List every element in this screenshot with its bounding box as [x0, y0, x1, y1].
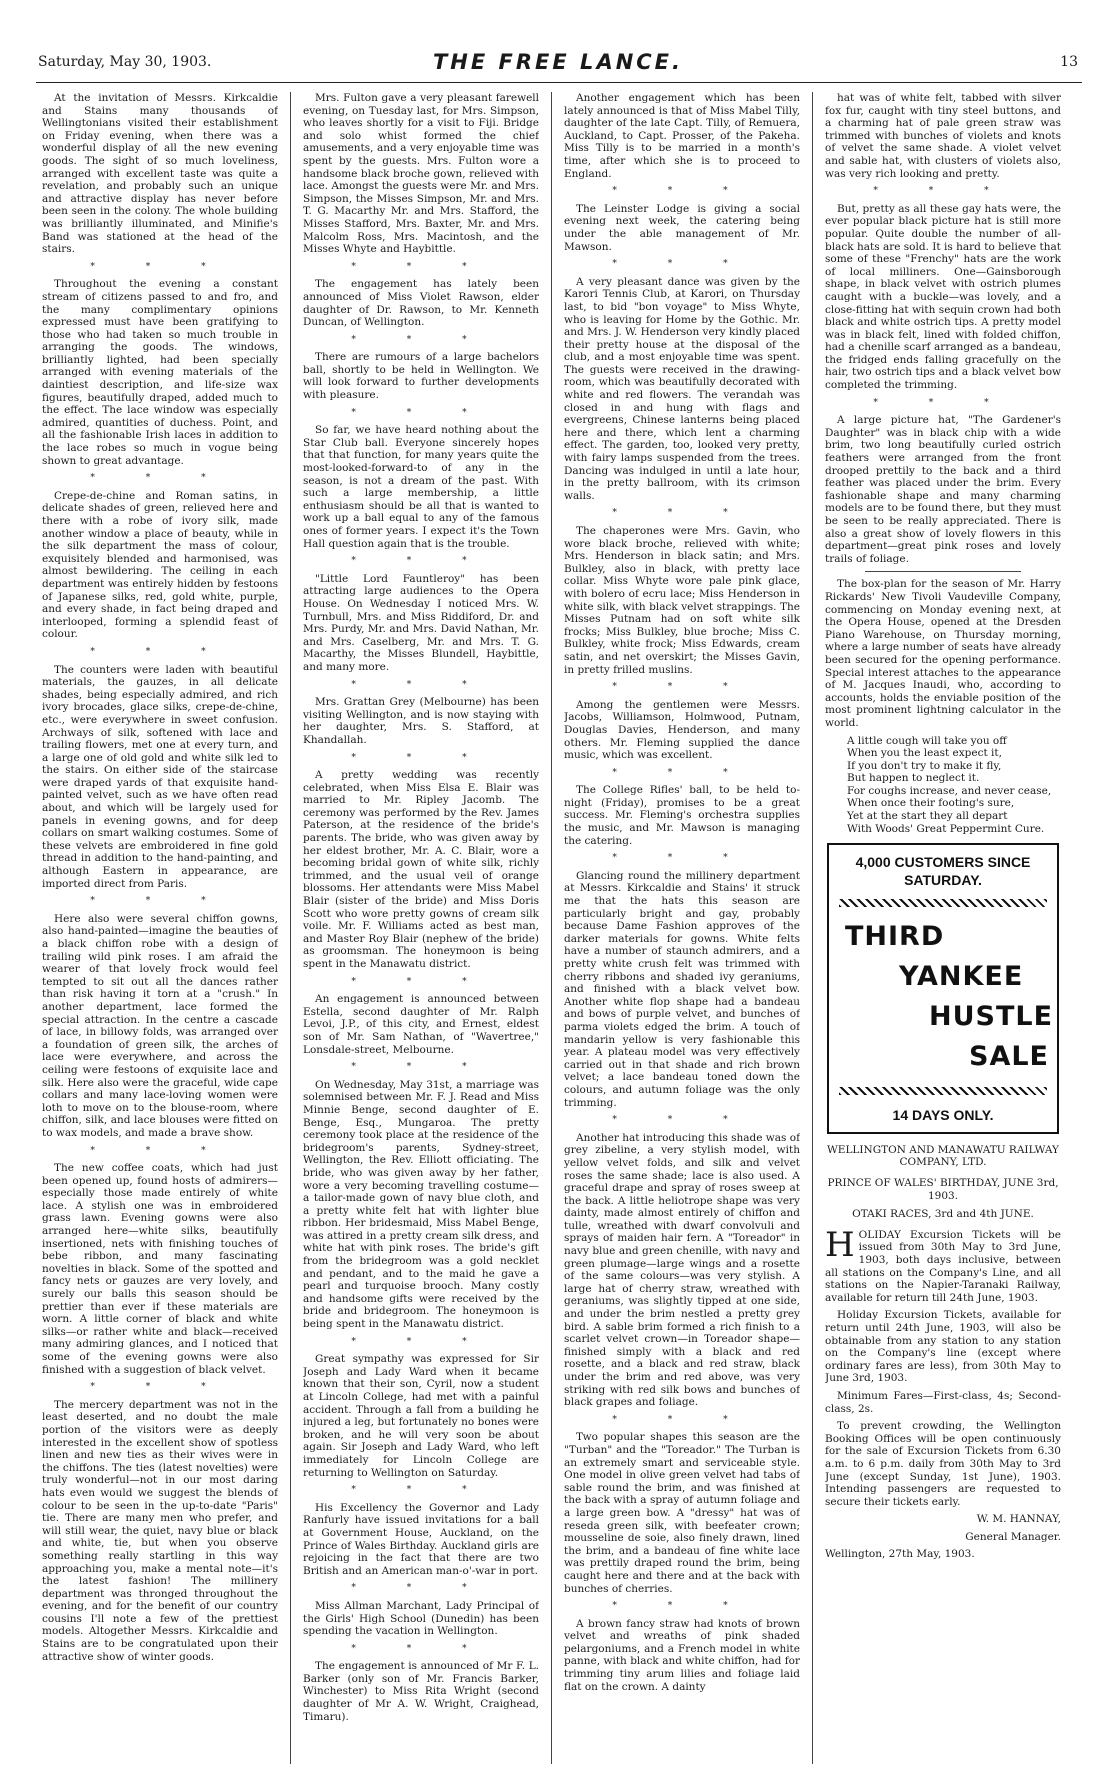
article-paragraph: Miss Allman Marchant, Lady Principal of the Girls' High School (Dunedin) has been spending the vacation in Wellington. — [303, 1599, 539, 1638]
poem-line: When once their footing's sure, — [847, 797, 1015, 810]
ad-word: YANKEE — [899, 961, 1024, 993]
notice-dateline: Wellington, 27th May, 1903. — [825, 1548, 975, 1561]
header-rule — [36, 82, 1082, 83]
notice-body: Minimum Fares—First-class, 4s; Second-class, 2s. — [825, 1389, 1061, 1415]
article-paragraph: An engagement is announced between Estella, second daughter of Mr. Ralph Levoi, J.P., of this city, and Ernest, eldest son of Mr. Sam Nathan, of "Wavertree," Lonsdale-street, Melbourne. — [303, 993, 539, 1056]
sale-advertisement — [827, 843, 1059, 1134]
poem-line: When you the least expect it, — [847, 747, 1002, 760]
article-paragraph: Great sympathy was expressed for Sir Joseph and Lady Ward when it became known that their son, Cyril, now a student at Lincoln College, had met with a painful accident. Through a fall from a building he injured a leg, but fortunately no bones were broken, and he will very soon be about again. Sir Joseph and Lady Ward, who left immediately for Lincoln College are returning to Wellington on Saturday. — [303, 1353, 539, 1479]
article-paragraph: Among the gentlemen were Messrs. Jacobs, Williamson, Holmwood, Putnam, Douglas Davies, Henderson, and many others. Mr. Fleming supplied the dance music, which was excellent. — [564, 698, 800, 762]
article-paragraph: hat was of white felt, tabbed with silver fox fur, caught with tiny steel buttons, and a charming hat of pale green straw was trimmed with bunches of violets and knots of velvet the same shade. A violet velvet and sable hat, with clusters of violets also, was very rich looking and pretty. — [825, 92, 1061, 180]
article-paragraph: His Excellency the Governor and Lady Ranfurly have issued invitations for a ball at Government House, Auckland, on the Prince of Wales Birthday. Auckland girls are rejoicing in the fact that there are two British and an American man-o'-war in port. — [303, 1501, 539, 1577]
section-rule — [865, 571, 1021, 572]
ad-border-ornament — [839, 1087, 1047, 1095]
section-separator: * * * — [612, 1601, 752, 1612]
notice-body: OLIDAY Excursion Tickets will be issued from 30th May to 3rd June, 1903, both days inclusive, between all stations on the Company's Line, and all stations on the Napier-Taranaki Railway, available for return till 24th June, 1903. — [825, 1228, 1061, 1304]
poem-line: Yet at the start they all depart — [847, 810, 1008, 823]
column-1 — [42, 92, 278, 1764]
section-separator: * * * — [612, 1414, 752, 1425]
article-paragraph: The mercery department was not in the least deserted, and no doubt the male portion of the visitors were as deeply interested in the excellent show of spotless linen and new ties as their wives were in the chiffons. The ties (latest novelties) were truly wonderful—not in our most daring hats even would we suggest the blends of colour to be seen in the up-to-date "Paris" tie. There are many men who prefer, and will still wear, the quiet, navy blue or black and white, tie, but when you observe something really startling in this way approaching you, make a mental note—it's the latest fashion! The millinery department was thronged throughout the evening, and for the benefit of our country cousins I'll note a few of the prettiest models. Altogether Messrs. Kirkcaldie and Stains are to be congratulated upon their attractive show of winter goods. — [42, 1398, 278, 1663]
section-separator: * * * — [351, 679, 491, 690]
section-separator: * * * — [612, 186, 752, 197]
column-4 — [825, 92, 1061, 1764]
section-separator: * * * — [90, 646, 230, 657]
article-paragraph: Here also were several chiffon gowns, also hand-painted—imagine the beauties of a black chiffon robe with a design of trailing wild pink roses. I am afraid the wearer of that lovely frock would feel tempted to sit out all the dances rather than risk having it torn at a "crush." In another department, lace formed the special attraction. In the centre a cascade of lace, in billowy folds, was arranged over a foundation of green silk, the arches of lace were everywhere, and across the ceiling were festoons of exquisite lace and silk. Here also were the graceful, wide cape collars and many lace-loving women were loth to move on to the blouse-room, where chiffon, silk, and lace blouses were fitted on to wax models, and made a brave show. — [42, 912, 278, 1139]
section-separator: * * * — [351, 1062, 491, 1073]
article-paragraph: The engagement is announced of Mr F. L. Barker (only son of Mr. Francis Barker, Winchester) to Miss Rita Wright (second daughter of Mr A. W. Wright, Craighead, Timaru). — [303, 1660, 539, 1723]
article-paragraph: The College Rifles' ball, to be held to-night (Friday), promises to be a great success. Mr. Fleming's orchestra supplies the music, and Mr. Mawson is managing the catering. — [564, 784, 800, 847]
column-divider — [812, 92, 813, 1764]
section-separator: * * * — [90, 473, 230, 484]
article-paragraph: A large picture hat, "The Gardener's Daughter" was in black chip with a wide brim, two long beautifully curled ostrich feathers were arranged from the front drooped prettily to the back and a third feather was placed under the brim. Every fashionable shape and many charming models are to be found there, but they must be seen to be really appreciated. There is also a great show of lovely flowers in this department—great pink roses and lovely trails of foliage. — [825, 414, 1061, 565]
article-paragraph: Glancing round the millinery department at Messrs. Kirkcaldie and Stains' it struck me that the hats this season are particularly bright and gay, probably because Dame Fashion approves of the darker materials for gowns. White felts have a number of staunch admirers, and a pretty white crush felt was trimmed with cherry ribbons and shaded ivy geraniums, and finished with a black velvet bow. Another white flop shape had a bandeau and bows of purple velvet, and bunches of parma violets edged the brim. A touch of mandarin yellow is very fashionable this year. A plateau model was very effectively carried out in that shade and rich brown velvet; a lace bandeau toned down the colours, and autumn foliage was the only trimming. — [564, 869, 800, 1109]
section-separator: * * * — [612, 767, 752, 778]
article-paragraph: A pretty wedding was recently celebrated, when Miss Elsa E. Blair was married to Mr. Ripley Jacomb. The ceremony was performed by the Rev. James Paterson, at the residence of the bride's parents. The bride, who was given away by her eldest brother, Mr. A. C. Blair, wore a becoming bridal gown of white silk, richly trimmed, and the usual veil of orange blossoms. Her attendants were Miss Mabel Blair (sister of the bride) and Miss Doris Scott who wore pretty gowns of cream silk voile. Mr. F. Williams acted as best man, and Master Roy Blair (nephew of the bride) as groomsman. The honeymoon is being spent in the Manawatu district. — [303, 769, 539, 970]
poem-line: For coughs increase, and never cease, — [847, 784, 1052, 797]
article-paragraph: Mrs. Grattan Grey (Melbourne) has been visiting Wellington, and is now staying with her daughter, Mrs. S. Stafford, at Khandallah. — [303, 696, 539, 746]
article-paragraph: The engagement has lately been announced of Miss Violet Rawson, elder daughter of Dr. Rawson, to Mr. Kenneth Duncan, of Wellington. — [303, 278, 539, 329]
article-paragraph: Mrs. Fulton gave a very pleasant farewell evening, on Tuesday last, for Mrs. Simpson, who leaves shortly for a visit to Fiji. Bridge and solo whist formed the chief amusements, and a very enjoyable time was spent by the guests. Mrs. Fulton wore a handsome black broche gown, relieved with lace. Amongst the guests were Mr. and Mrs. Simpson, the Misses Simpson, Mr. and Mrs. T. G. Macarthy Mr. and Mrs. Stafford, the Misses Stafford, Mrs. Baxter, Mr. and Mrs. Malcolm Ross, Mrs. Macintosh, and the Misses Whyte and Haybittle. — [303, 92, 539, 256]
ad-headline: 4,000 CUSTOMERS SINCE SATURDAY. — [855, 854, 1031, 889]
ad-word: HUSTLE — [929, 1001, 1054, 1033]
section-separator: * * * — [90, 261, 230, 272]
page-number: 13 — [1060, 54, 1078, 70]
notice-signature: W. M. HANNAY, — [976, 1513, 1061, 1526]
section-separator: * * * — [351, 407, 491, 418]
article-paragraph: Another engagement which has been lately announced is that of Miss Mabel Tilly, daughter of the late Capt. Tilly, of Remuera, Auckland, to Capt. Prosser, of the Pakeha. Miss Tilly is to be married in a month's time, after which she is to proceed to England. — [564, 92, 800, 180]
notice-event: PRINCE OF WALES' BIRTHDAY, JUNE 3rd, 1903. — [827, 1177, 1059, 1202]
section-separator: * * * — [612, 1115, 752, 1126]
poem-line: A little cough will take you off — [847, 734, 1007, 747]
poem-line: If you don't try to make it fly, — [847, 759, 1002, 772]
section-separator: * * * — [90, 896, 230, 907]
article-paragraph: So far, we have heard nothing about the Star Club ball. Everyone sincerely hopes that that function, for many years quite the most-looked-forward-to of any in the season, is not a dream of the past. With such a large membership, a little enthusiasm should be all that is wanted to work up a ball equal to any of the famous ones of former years. I expect it's the Town Hall question again that is the trouble. — [303, 424, 539, 550]
section-separator: * * * — [612, 682, 752, 693]
article-paragraph: "Little Lord Fauntleroy" has been attracting large audiences to the Opera House. On Wednesday I noticed Mrs. W. Turnbull, Mrs. and Miss Riddiford, Dr. and Mrs. Purdy, Mr. and Mrs. David Nathan, Mr. and Mrs. Caselberg, Mr. and Mrs. T. G. Macarthy, the Misses Blundell, Haybittle, and many more. — [303, 572, 539, 673]
notice-body: To prevent crowding, the Wellington Booking Offices will be open continuously for the sale of Excursion Tickets from 6.30 a.m. to 6 p.m. daily from 30th May to 3rd June (except Sunday, 1st June), 1903. Intending passengers are requested to secure their tickets early. — [825, 1420, 1061, 1508]
section-separator: * * * — [90, 1382, 230, 1393]
ad-word: SALE — [969, 1041, 1049, 1073]
notice-company: WELLINGTON AND MANAWATU RAILWAY COMPANY, LTD. — [827, 1143, 1059, 1169]
masthead — [38, 50, 1078, 76]
section-separator: * * * — [873, 186, 1013, 197]
article-paragraph: A brown fancy straw had knots of brown velvet and wreaths of pink shaded pelargoniums, and a French model in white panne, with black and white chiffon, had for trimming tiny arum lilies and foliage laid flat on the crown. A dainty — [564, 1617, 800, 1693]
article-paragraph: Two popular shapes this season are the "Turban" and the "Toreador." The Turban is an extremely smart and serviceable style. One model in olive green velvet had tabs of sable round the brim, and was finished at the back with a spray of autumn foliage and a large green bow. A "dressy" hat was of reseda green silk, with beefeater crown; mousseline de soie, also finely drawn, lined the brim, and a bandeau of fine white lace was prettily draped round the brim, being caught here and there and at the back with bunches of cherries. — [564, 1431, 800, 1595]
column-divider — [551, 92, 552, 1764]
ad-footer: 14 DAYS ONLY. — [892, 1107, 994, 1124]
section-separator: * * * — [351, 334, 491, 345]
section-separator: * * * — [612, 259, 752, 270]
article-paragraph: Throughout the evening a constant stream of citizens passed to and fro, and the many complimentary opinions expressed must have been gratifying to those who had taken so much trouble in arranging the goods. The windows, brilliantly lighted, had been specially arranged with evening materials of the daintiest description, and life-size wax figures, beautifully draped, added much to the effect. The lace window was especially admired, quantities of duchess. Point, and all the fashionable Irish laces in addition to the lace robes so much in vogue being shown to great advantage. — [42, 278, 278, 467]
column-3 — [564, 92, 800, 1764]
advert-poem — [847, 735, 1061, 836]
poem-line: With Woods' Great Peppermint Cure. — [847, 822, 1045, 835]
article-paragraph: Crepe-de-chine and Roman satins, in delicate shades of green, relieved here and there with a robe of ivory silk, made another window a place of beauty, while in the silk department the mass of colour, exquisitely blended and harmonised, was almost bewildering. The ceiling in each department was entirely hidden by festoons of Japanese silks, red, gold white, purple, and every shade, in fact being draped and interlooped, forming a splendid feast of colour. — [42, 489, 278, 641]
drop-cap: H — [825, 1224, 855, 1265]
column-2 — [303, 92, 539, 1764]
article-paragraph: But, pretty as all these gay hats were, the ever popular black picture hat is still more popular. Quite double the number of all-black hats are sold. It is hard to believe that some of these "Frenchy" hats are the work of local milliners. One—Gainsborough shape, in black velvet with ostrich plumes caught with a buckle—was lovely, and a close-fitting hat with sequin crown had both black and white ostrich tips. A pretty model was in black felt, lined with folded chiffon, had a chenille scarf arranged as a bandeau, the fridged ends falling gracefully on the hair, two ostrich tips and a black velvet bow completed the trimming. — [825, 202, 1061, 392]
section-separator: * * * — [351, 1485, 491, 1496]
article-paragraph: A very pleasant dance was given by the Karori Tennis Club, at Karori, on Thursday last, to bid "bon voyage" to Miss Whyte, who is leaving for Home by the Gothic. Mr. and Mrs. J. W. Henderson very kindly placed their pretty house at the disposal of the club, and a most enjoyable time was spent. The guests were received in the drawing-room, which was beautifully decorated with white and red flowers. The verandah was closed in and hung with flags and evergreens, Chinese lanterns being placed here and there, which lent a charming effect. The garden, too, looked very pretty, with fairy lamps suspended from the trees. Dancing was indulged in until a late hour, in the pretty ballroom, with its crimson walls. — [564, 275, 800, 502]
section-separator: * * * — [612, 853, 752, 864]
railway-notice — [825, 1144, 1061, 1561]
section-separator: * * * — [351, 1336, 491, 1347]
article-paragraph: The chaperones were Mrs. Gavin, who wore black broche, relieved with white; Mrs. Henderson in black satin; and Mrs. Bulkley, also in black, with pretty lace collar. Miss Whyte wore pale pink glace, with bolero of ecru lace; Miss Henderson in white silk, with black velvet strappings. The Misses Putnam had on soft white silk frocks; Miss Bulkley, blue broche; Miss C. Bulkley, white frock; Miss Edwards, cream satin, and net overskirt; the Misses Gavin, in pretty frilled muslins. — [564, 525, 800, 676]
section-separator: * * * — [90, 1145, 230, 1156]
issue-date: Saturday, May 30, 1903. — [38, 54, 212, 70]
section-separator: * * * — [351, 556, 491, 567]
article-paragraph: There are rumours of a large bachelors ball, shortly to be held in Wellington. We will look forward to further developments with pleasure. — [303, 351, 539, 402]
section-separator: * * * — [351, 1643, 491, 1654]
article-paragraph: Another hat introducing this shade was of grey zibeline, a very stylish model, with yellow velvet folds, and silk and velvet roses the same shade; lace is also used. A graceful drape and spray of roses sweep at the back. A little heliotrope shape was very dainty, made almost entirely of chiffon and tulle, wreathed with dwarf convolvuli and sprays of maiden hair fern. A "Toreador" in navy blue and green chenille, with navy and green plumage—large wings and a rosette of the same colours—was very stylish. A large hat of cherry straw, wreathed with geraniums, was slightly tipped at one side, and under the brim nestled a pretty grey bird. A sable brim formed a rich finish to a scarlet velvet crown—in Toreador shape—finished simply with a black and red rosette, and a black and red straw, black under the brim and red above, was very striking with red silk bows and bunches of black grapes and foliage. — [564, 1131, 800, 1409]
ad-border-ornament — [839, 899, 1047, 907]
column-divider — [290, 92, 291, 1764]
section-separator: * * * — [612, 508, 752, 519]
article-paragraph: The box-plan for the season of Mr. Harry Rickards' New Tivoli Vaudeville Company, commencing on Monday evening next, at the Opera House, opened at the Dresden Piano Warehouse, on Thursday morning, where a large number of seats have already been secured for the opening performance. Special interest attaches to the appearance of M. Jacques Inaudi, who, according to accounts, holds the enviable position of the most prominent lightning calculator in the world. — [825, 578, 1061, 729]
notice-body: Holiday Excursion Tickets, available for return until 24th June, 1903, will also be obtainable from any station to any station on the Company's line (except where ordinary fares are less), from 30th May to June 3rd, 1903. — [825, 1309, 1061, 1385]
newspaper-title: THE FREE LANCE. — [432, 50, 684, 74]
article-paragraph: The new coffee coats, which had just been opened up, found hosts of admirers—especially those made entirely of white lace. A stylish one was in embroidered grass lawn. Evening gowns were also arranged here—white silks, beautifully insertioned, nets with finishing touches of bebe ribbon, and many fascinating novelties in black. Some of the spotted and fancy nets or gauzes are very lovely, and surely our balls this season should be prettier than ever if these materials are worn. A little corner of black and white silks—or rather white and black—received many admiring glances, and I noticed that some of the evening gowns were also finished with a suggestion of black velvet. — [42, 1162, 278, 1376]
section-separator: * * * — [351, 752, 491, 763]
notice-title: General Manager. — [965, 1530, 1061, 1543]
ad-word: THIRD — [845, 921, 945, 953]
section-separator: * * * — [351, 976, 491, 987]
article-paragraph: The Leinster Lodge is giving a social evening next week, the catering being under the able management of Mr. Mawson. — [564, 202, 800, 253]
article-paragraph: At the invitation of Messrs. Kirkcaldie and Stains many thousands of Wellingtonians visited their establishment on Friday evening, when there was a wonderful display of all the new evening goods. The sight of so much loveliness, arranged with excellent taste was quite a revelation, and probably such an unique and attractive display has never before been seen in the colony. The whole building was brilliantly illuminated, and Minifie's Band was stationed at the head of the stairs. — [42, 92, 278, 256]
section-separator: * * * — [351, 1583, 491, 1594]
article-paragraph: On Wednesday, May 31st, a marriage was solemnised between Mr. F. J. Read and Miss Minnie Benge, second daughter of E. Benge, Esq., Mungaroa. The pretty ceremony took place at the residence of the bridegroom's parents, Sydney-street, Wellington, the Rev. Elliott officiating. The bride, who was given away by her father, wore a very becoming travelling costume—a tailor-made gown of navy blue cloth, and a pretty white felt hat with lighter blue ribbon. Her bridesmaid, Miss Mabel Benge, was attired in a pretty cream silk dress, and white hat with pink roses. The bride's gift from the bridegroom was a gold necklet and pendant, and to the maid he gave a pearl and turquoise brooch. Many costly and handsome gifts were received by the bride and bridegroom. The honeymoon is being spent in the Manawatu district. — [303, 1078, 539, 1331]
poem-line: But happen to neglect it. — [847, 772, 980, 785]
article-paragraph: The counters were laden with beautiful materials, the gauzes, in all delicate shades, being especially admired, and rich ivory brocades, glace silks, crepe-de-chine, etc., were everywhere in sweet confusion. Archways of silk, softened with lace and trailing flowers, met one at every turn, and a large one of old gold and white silk led to the stairs. On either side of the staircase were draped yards of that exquisite hand-painted velvet, such as we have often read about, and which will be largely used for panels in evening gowns, and for deep collars on smart walking costumes. Some of these velvets are embroidered in fine gold thread in addition to the hand-painting, and although Eastern in appearance, are imported direct from Paris. — [42, 663, 278, 890]
section-separator: * * * — [351, 261, 491, 272]
notice-event: OTAKI RACES, 3rd and 4th JUNE. — [852, 1208, 1034, 1221]
section-separator: * * * — [873, 397, 1013, 408]
